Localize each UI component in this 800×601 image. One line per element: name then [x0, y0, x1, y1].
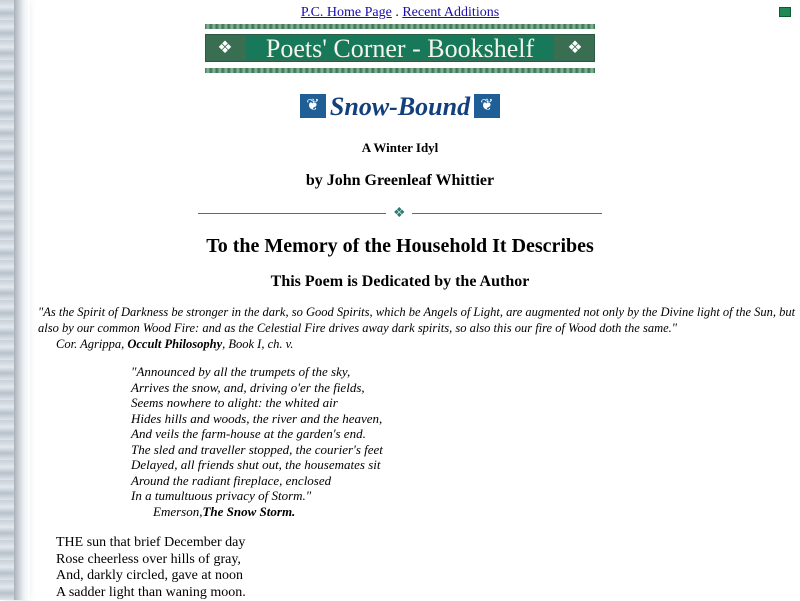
banner-strip-bottom [205, 68, 595, 73]
verse-line: The sled and traveller stopped, the courier's feet [131, 442, 383, 458]
poem-title: Snow-Bound [0, 92, 800, 122]
subtitle: A Winter Idyl [0, 140, 800, 156]
verse-line: Around the radiant fireplace, enclosed [131, 473, 383, 489]
attr-author: Cor. Agrippa, [56, 337, 127, 351]
dedication-heading: To the Memory of the Household It Describes [0, 235, 800, 258]
attr-author: Emerson, [153, 504, 202, 519]
banner-text: Poets' Corner - Bookshelf [246, 36, 554, 60]
author: by John Greenleaf Whittier [0, 172, 800, 190]
book-icon[interactable] [779, 7, 791, 17]
verse-line: And veils the farm-house at the garden's end. [131, 426, 383, 442]
attr-ref: , Book I, ch. v. [222, 337, 293, 351]
epigraph-agrippa [38, 304, 798, 352]
top-nav [0, 5, 800, 21]
attr-work: Occult Philosophy [127, 337, 222, 351]
dedication-subheading: This Poem is Dedicated by the Author [0, 273, 800, 291]
divider-right [412, 213, 602, 214]
epigraph-text: "As the Spirit of Darkness be stronger in the dark, so Good Spirits, which be Angels of Light, are augmented not only by the Divine light of the Sun, but also by our common Wood Fire: and as the Celestial Fire drives away dark spirits, so also this our fire of Wood doth the same." [38, 304, 798, 336]
poem-line: And, darkly circled, gave at noon [56, 568, 246, 585]
poem-line: THE sun that brief December day [56, 535, 246, 552]
divider-left [198, 213, 386, 214]
verse-line: Seems nowhere to alight: the whited air [131, 395, 383, 411]
poem-line: A sadder light than waning moon. [56, 585, 246, 601]
banner-strip-top [205, 24, 595, 29]
diamond-ornament-icon: ❖ [558, 35, 592, 61]
verse-line: Delayed, all friends shut out, the housemates sit [131, 457, 383, 473]
leaf-icon: ❦ [300, 94, 326, 118]
torn-paper-shadow [14, 0, 30, 600]
banner-logo [205, 24, 595, 73]
poem-body [56, 535, 246, 601]
leaf-icon: ❦ [474, 94, 500, 118]
nav-separator: . [392, 5, 403, 20]
verse-line: Hides hills and woods, the river and the heaven, [131, 411, 383, 427]
epigraph-attribution [131, 504, 383, 520]
poem-line: Rose cheerless over hills of gray, [56, 552, 246, 569]
diamond-ornament-icon: ❖ [208, 35, 242, 61]
verse-line: "Announced by all the trumpets of the sky, [131, 364, 383, 380]
epigraph-emerson [131, 364, 383, 519]
attr-work: The Snow Storm. [202, 504, 295, 519]
verse-line: In a tumultuous privacy of Storm." [131, 488, 383, 504]
home-link[interactable]: P.C. Home Page [301, 5, 392, 20]
banner-band [205, 34, 595, 62]
verse-line: Arrives the snow, and, driving o'er the fields, [131, 380, 383, 396]
divider-ornament-icon: ❖ [393, 205, 406, 222]
recent-additions-link[interactable]: Recent Additions [402, 5, 499, 20]
epigraph-attribution [38, 336, 798, 352]
